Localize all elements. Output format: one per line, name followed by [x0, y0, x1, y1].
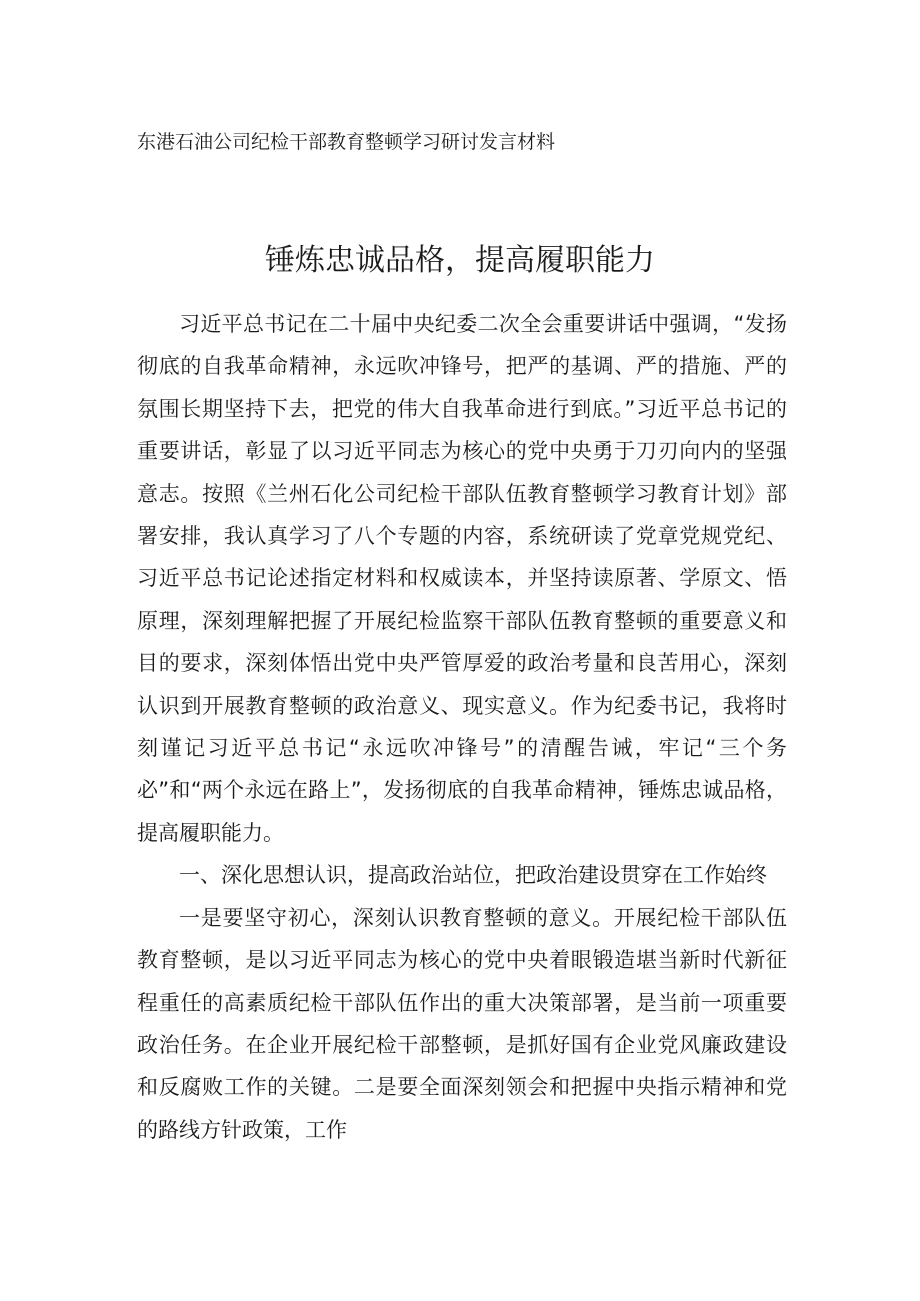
document-label: 东港石油公司纪检干部教育整顿学习研讨发言材料: [137, 131, 556, 153]
document-body: [137, 303, 787, 1151]
body-paragraph: 习近平总书记在二十届中央纪委二次全会重要讲话中强调，“发扬彻底的自我革命精神，永远吹冲锋号，把严的基调、严的措施、严的氛围长期坚持下去，把党的伟大自我革命进行到底。”习近平总书记的重要讲话，彰显了以习近平同志为核心的党中央勇于刀刃向内的坚强意志。按照《兰州石化公司纪检干部队伍教育整顿学习教育计划》部署安排，我认真学习了八个专题的内容，系统研读了党章党规党纪、习近平总书记论述指定材料和权威读本，并坚持读原著、学原文、悟原理，深刻理解把握了开展纪检监察干部队伍教育整顿的重要意义和目的要求，深刻体悟出党中央严管厚爱的政治考量和良苦用心，深刻认识到开展教育整顿的政治意义、现实意义。作为纪委书记，我将时刻谨记习近平总书记“永远吹冲锋号”的清醒告诫，牢记“三个务必”和“两个永远在路上”，发扬彻底的自我革命精神，锤炼忠诚品格，提高履职能力。: [137, 312, 787, 845]
document-title: 锤炼忠诚品格，提高履职能力: [265, 243, 655, 278]
section-heading: 一、深化思想认识，提高政治站位，把政治建设贯穿在工作始终: [179, 863, 767, 888]
body-paragraph: 一是要坚守初心，深刻认识教育整顿的意义。开展纪检干部队伍教育整顿，是以习近平同志为核心的党中央着眼锻造堪当新时代新征程重任的高素质纪检干部队伍作出的重大决策部署，是当前一项重要政治任务。在企业开展纪检干部整顿，是抓好国有企业党风廉政建设和反腐败工作的关键。二是要全面深刻领会和把握中央指示精神和党的路线方针政策，工作: [137, 905, 787, 1142]
